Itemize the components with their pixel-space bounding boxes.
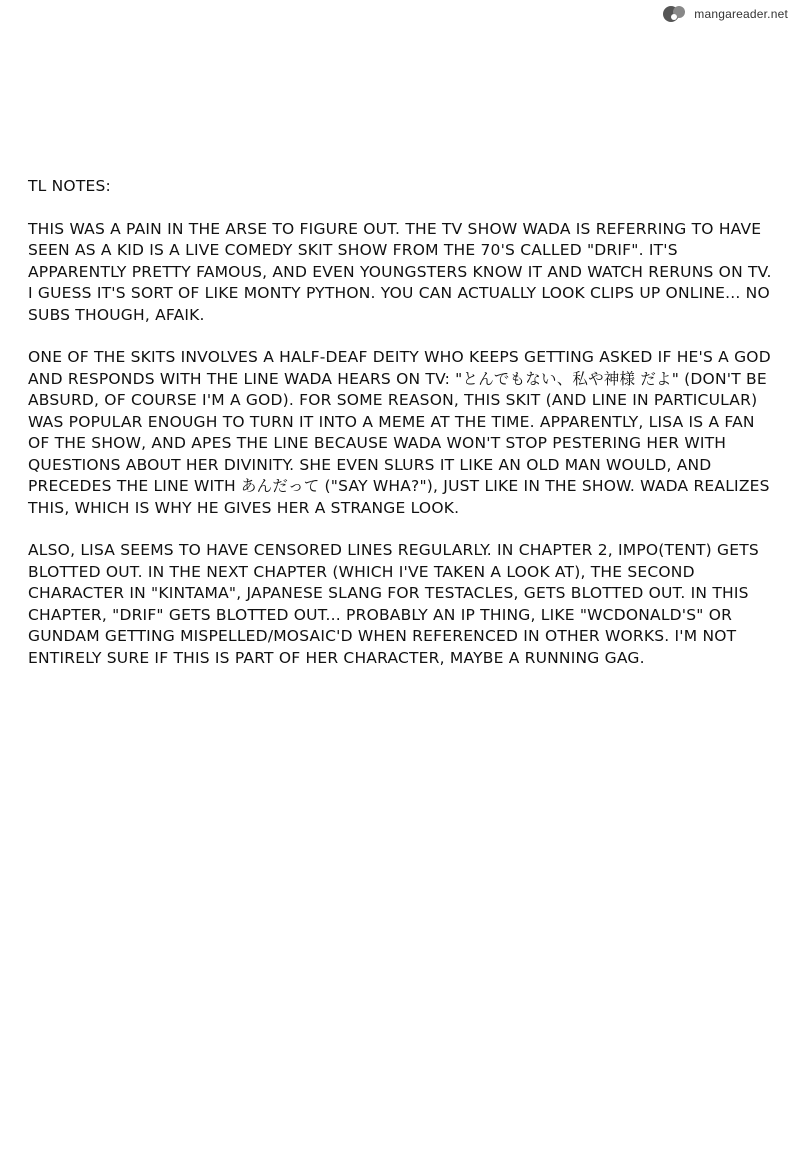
notes-heading: TL NOTES: <box>28 177 111 195</box>
notes-paragraph-1: THIS WAS A PAIN IN THE ARSE TO FIGURE OUT. THE TV SHOW WADA IS REFERRING TO HAVE SEEN AS A KID IS A LIVE COMEDY SKIT SHOW FROM THE 70'S CALLED "DRIF". IT'S APPARENTLY PRETTY FAMOUS, AND EVEN YOUNGSTERS KNOW IT AND WATCH RERUNS ON TV. I GUESS IT'S SORT OF LIKE MONTY PYTHON. YOU CAN ACTUALLY LOOK CLIPS UP ONLINE... NO SUBS THOUGH, AFAIK. <box>28 219 772 324</box>
watermark-text: mangareader.net <box>694 7 788 21</box>
manga-logo-icon <box>660 3 690 25</box>
notes-paragraph-3: ALSO, LISA SEEMS TO HAVE CENSORED LINES REGULARLY. IN CHAPTER 2, IMPO(TENT) GETS BLOTTED OUT. IN THE NEXT CHAPTER (WHICH I'VE TAKEN A LOOK AT), THE SECOND CHARACTER IN "KINTAMA", JAPANESE SLANG FOR TESTACLES, GETS BLOTTED OUT. IN THIS CHAPTER, "DRIF" GETS BLOTTED OUT... PROBABLY AN IP THING, LIKE "WCDONALD'S" OR GUNDAM GETTING MISPELLED/MOSAIC'D WHEN REFERENCED IN OTHER WORKS. I'M NOT ENTIRELY SURE IF THIS IS PART OF HER CHARACTER, MAYBE A RUNNING GAG. <box>28 541 759 667</box>
watermark <box>660 3 788 25</box>
notes-paragraph-2: ONE OF THE SKITS INVOLVES A HALF-DEAF DEITY WHO KEEPS GETTING ASKED IF HE'S A GOD AND RESPONDS WITH THE LINE WADA HEARS ON TV: "とんでもない、私や神様 だよ" (DON'T BE ABSURD, OF COURSE I'M A GOD). FOR SOME REASON, THIS SKIT (AND LINE IN PARTICULAR) WAS POPULAR ENOUGH TO TURN IT INTO A MEME AT THE TIME. APPARENTLY, LISA IS A FAN OF THE SHOW, AND APES THE LINE BECAUSE WADA WON'T STOP PESTERING HER WITH QUESTIONS ABOUT HER DIVINITY. SHE EVEN SLURS IT LIKE AN OLD MAN WOULD, AND PRECEDES THE LINE WITH あんだって ("SAY WHA?"), JUST LIKE IN THE SHOW. WADA REALIZES THIS, WHICH IS WHY HE GIVES HER A STRANGE LOOK. <box>28 348 771 517</box>
translation-notes <box>28 176 780 690</box>
